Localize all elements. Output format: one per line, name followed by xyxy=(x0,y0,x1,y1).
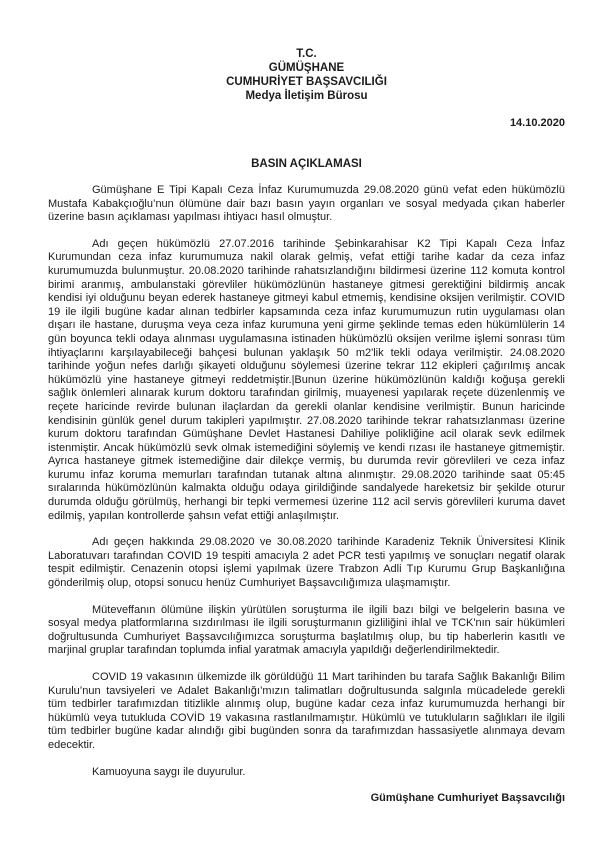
signature: Gümüşhane Cumhuriyet Başsavcılığı xyxy=(370,792,565,805)
letterhead-line-office: CUMHURİYET BAŞSAVCILIĞI xyxy=(226,76,387,88)
document-title: BASIN AÇIKLAMASI xyxy=(251,158,362,170)
letterhead-line-city: GÜMÜŞHANE xyxy=(268,62,345,74)
paragraph-1: Gümüşhane E Tipi Kapalı Ceza İnfaz Kurumumuzda 29.08.2020 günü vefat eden hükümözlü Mustafa Kabakçıoğlu’nun ölümüne dair bazı basın yayın organları ve sosyal medyada çıkan haberler üzerine basın açıklaması yapılması ihtiyacı hasıl olmuştur. xyxy=(48,184,565,224)
letterhead-line-tc: T.C. xyxy=(296,48,317,60)
letterhead xyxy=(48,47,565,103)
letterhead-line-bureau: Medya İletişim Bürosu xyxy=(245,90,368,102)
paragraph-3: Adı geçen hakkında 29.08.2020 ve 30.08.2020 tarihinde Karadeniz Teknik Üniversitesi Klinik Laboratuvarı tarafından COVID 19 tespiti amacıyla 2 adet PCR testi yapılmış ve sonuçları negatif olarak tespit edilmiştir. Cenazenin otopsi işlemi yapılmak üzere Trabzon Adli Tıp Kurumu Grup Başkanlığına gönderilmiş olup, otopsi sonucu henüz Cumhuriyet Başsavcılığımıza ulaşmamıştır. xyxy=(48,536,565,590)
paragraph-4: Müteveffanın ölümüne ilişkin yürütülen soruşturma ile ilgili bazı bilgi ve belgelerin basına ve sosyal medya platformlarına sızdırılması ile ilgili soruşturmanın gizliliğini ihlal ve TCK'nın sair hükümleri doğrultusunda Cumhuriyet Başsavcılığımızca soruşturma başlatılmış olup, bu tip haberlerin kasıtlı ve marjinal gruplar tarafından toplumda infial yaratmak amacıyla yapıldığı değerlendirilmektedir. xyxy=(48,603,565,657)
closing-line: Kamuoyuna saygı ile duyurulur. xyxy=(92,765,246,778)
document-body xyxy=(48,184,565,753)
document-date: 14.10.2020 xyxy=(509,117,565,129)
paragraph-2: Adı geçen hükümözlü 27.07.2016 tarihinde Şebinkarahisar K2 Tipi Kapalı Ceza İnfaz Kurumundan ceza infaz kurumumuza nakil olarak gelmiş, vefat ettiği tarihe kadar da ceza infaz kurumumuzda bulunmuştur. 20.08.2020 tarihinde rahatsızlandığını bildirmesi üzerine 112 komuta kontrol birimi aranmış, ambulanstaki görevliler hükümözlünün hastaneye gitmesi gerektiğini bildirmiş ancak kendisi iyi olduğunu beyan ederek hastaneye gitmeyi kabul etmemiş, kendisine oksijen verilmiştir. COVID 19 ile ilgili bugüne kadar alınan tedbirler kapsamında ceza infaz kurumumuzun rutin uygulaması olan dışarı ile hastane, duruşma veya ceza infaz kurumuna yeni girme şeklinde temas eden hükümlülerin 14 gün boyunca tekli odaya alınması uygulamasına istinaden hükümözlü oksijen verilme işlemi sonrası tüm ihtiyaçlarını karşılayabileceği bahçesi bulunan yaklaşık 50 m2'lik tekli odaya verilmiştir. 24.08.2020 tarihinde yoğun nefes darlığı şikayeti olduğunu söylemesi üzerine tekrar 112 ekipleri çağırılmış ancak hükümözlü yine hastaneye gitmeyi reddetmiştir.|Bunun üzerine hükümözlünün kaldığı koğuşa gerekli sağlık önlemleri alınarak kurum doktoru tarafından girilmiş, muayenesi yapılarak reçete düzenlenmiş ve reçete haricinde revirde bulunan ilaçlardan da gerekli olanlar kendisine verilmiştir. Bunun haricinde kendisinin günlük genel durum takipleri yapılmıştır. 27.08.2020 tarihinde tekrar rahatsızlanması üzerine kurum doktoru tarafından Gümüşhane Devlet Hastanesi Dahiliye polikliğine acil olarak sevk edilmek istenmiştir. Ancak hükümözlü sevk olmak istemediğini söylemiş ve kendi rızası ile hastaneye gitmemiştir. Ayrıca hastaneye gitmek istemediğine dair dilekçe vermiş, bu durumda revir görevlileri ve ceza infaz kurumu infaz koruma memurları tarafından tutanak altına alınmıştır. 29.08.2020 tarihinde saat 05:45 sıralarında hükümözlünün kalmakta olduğu odaya girildiğinde sandalyede hareketsiz bir şekilde oturur durumda olduğu görülmüş, herhangi bir tepki vermemesi üzerine 112 acil servis görevlileri kuruma davet edilmiş, yapılan kontrollerde şahsın vefat ettiği anlaşılmıştır. xyxy=(48,237,565,522)
paragraph-5: COVID 19 vakasının ülkemizde ilk görüldüğü 11 Mart tarihinden bu tarafa Sağlık Bakanlığı Bilim Kurulu’nun tavsiyeleri ve Adalet Bakanlığı’mızın talimatları doğrultusunda salgınla mücadelede gerekli tüm tedbirler tarafımızdan titizlikle alınmış olup, bugüne kadar ceza infaz kurumumuzda herhangi bir hükümlü veya tutukluda COVİD 19 vakasına rastlanılmamıştır. Hükümlü ve tutukluların sağlıkları ile ilgili tüm tedbirler bugüne kadar alındığı gibi bugünden sonra da tarafımızdan hassasiyetle alınmaya devam edecektir. xyxy=(48,671,565,751)
